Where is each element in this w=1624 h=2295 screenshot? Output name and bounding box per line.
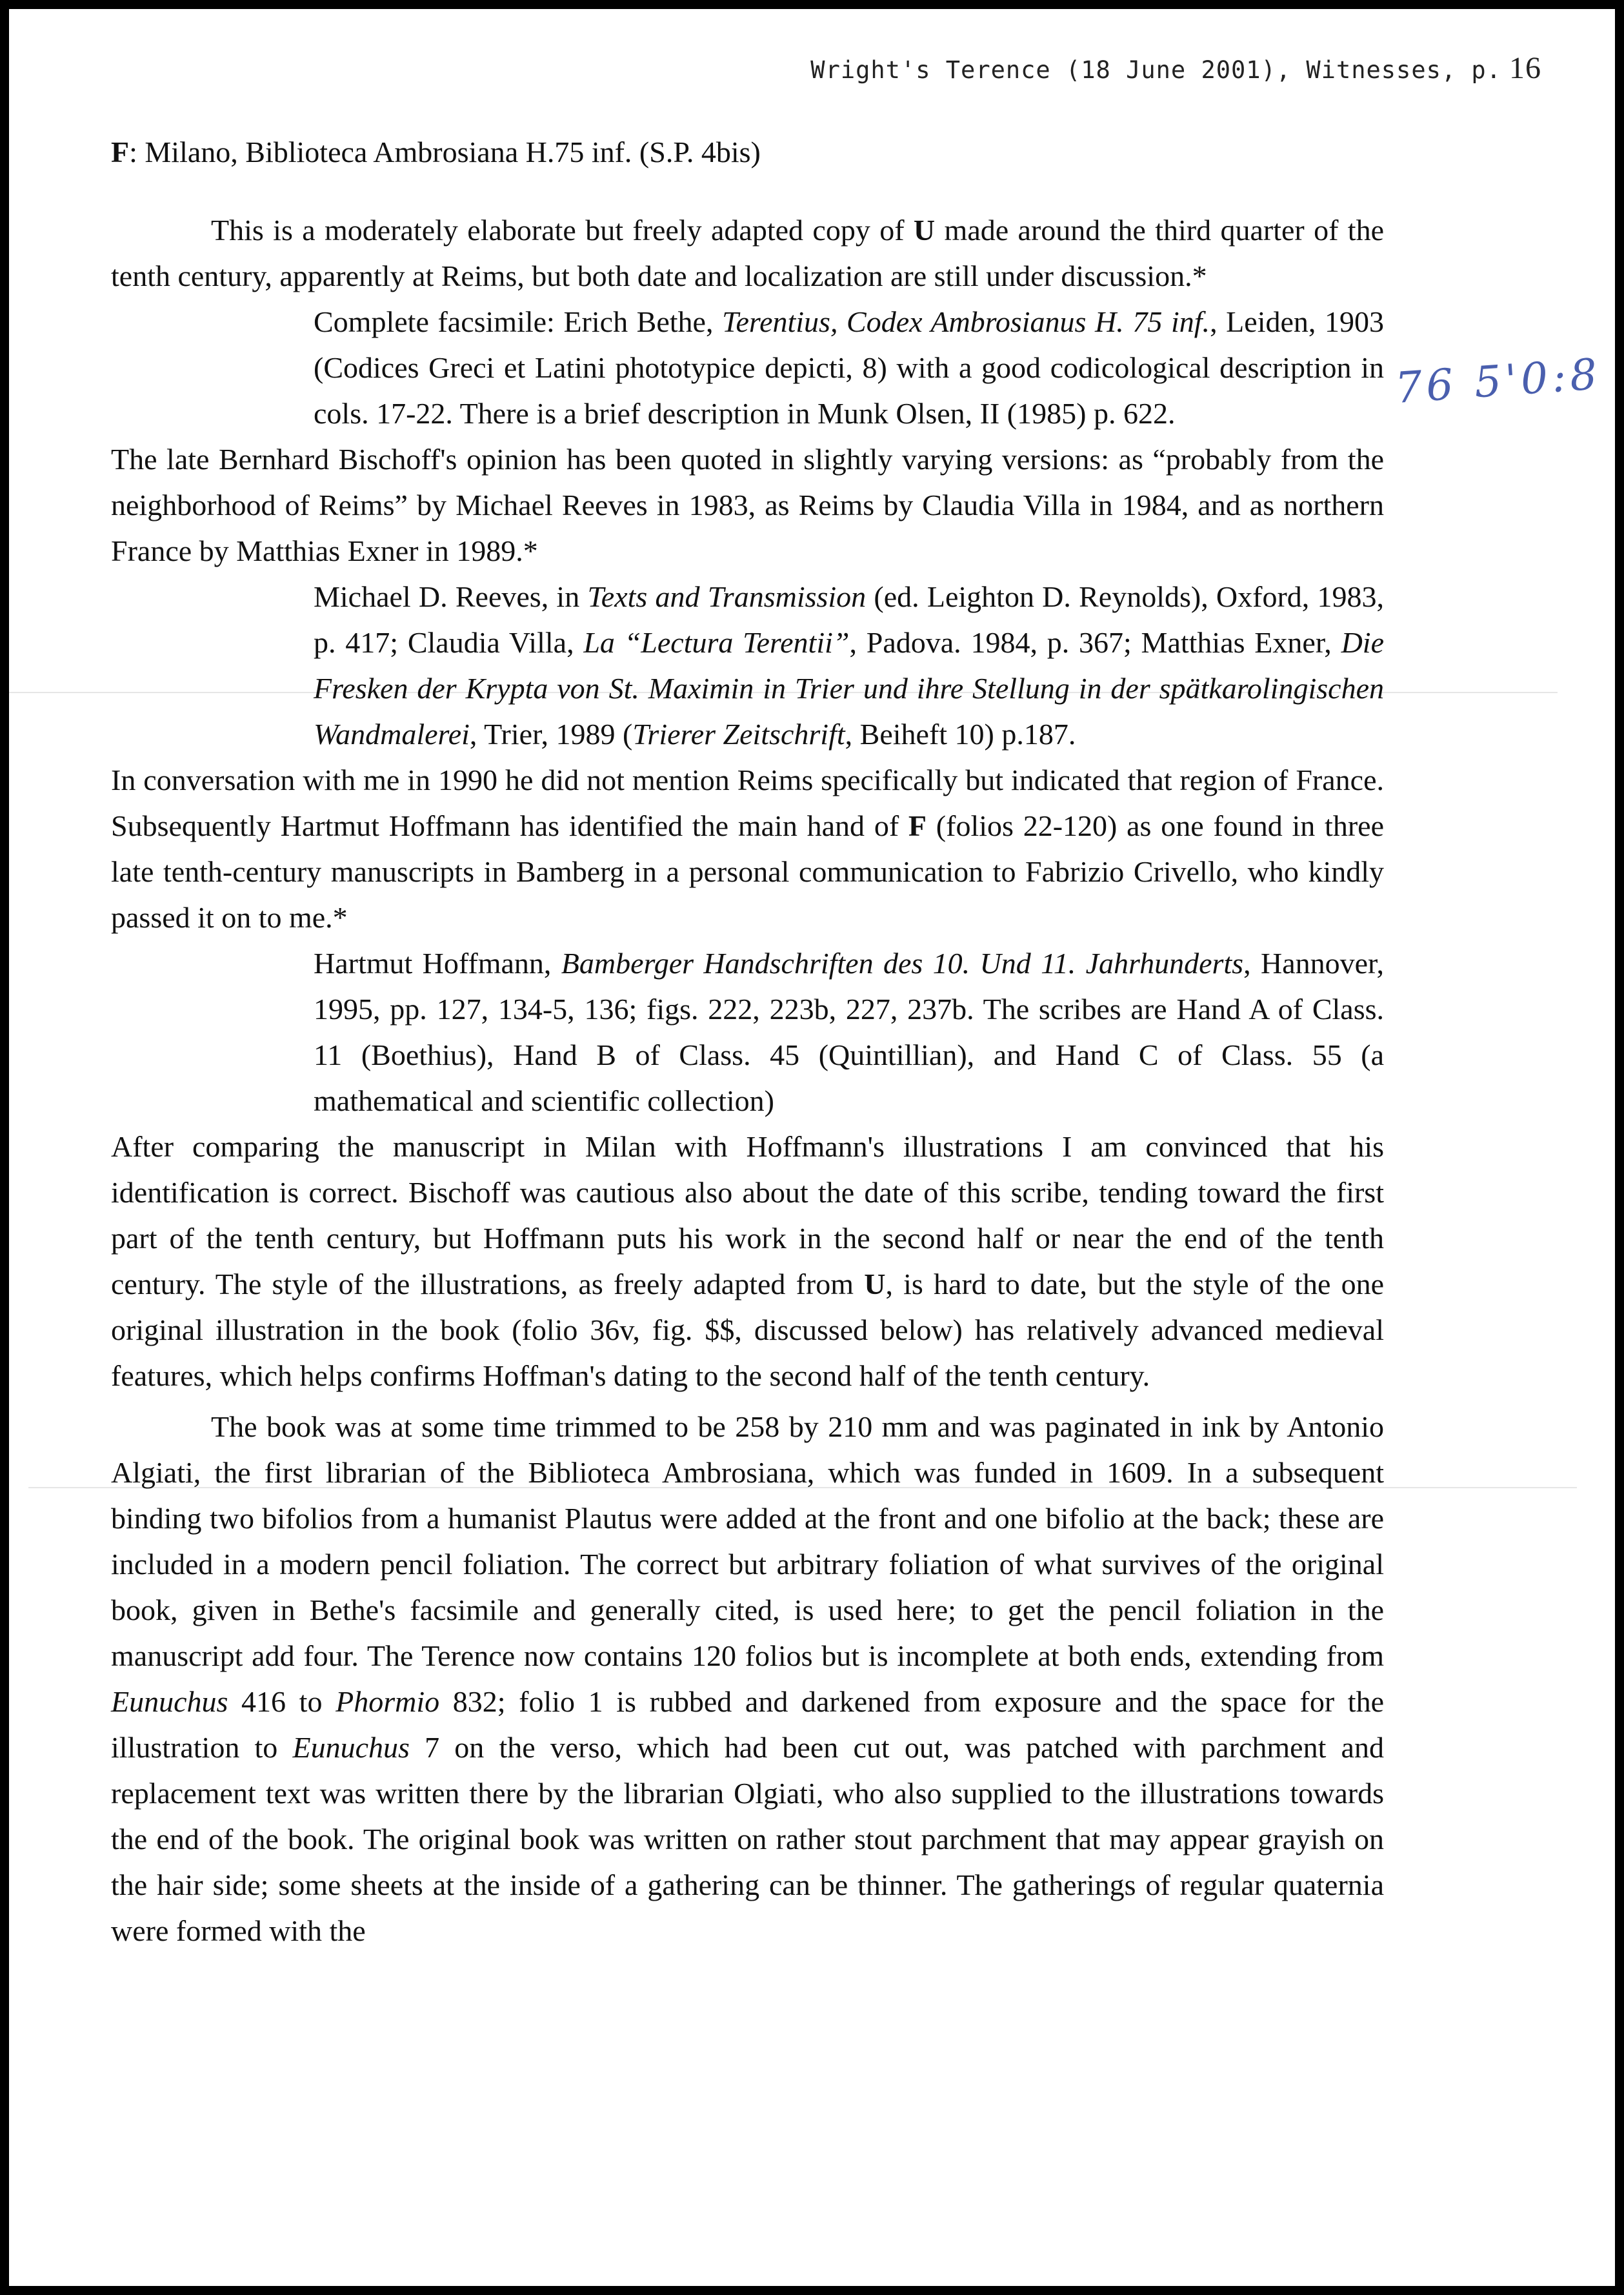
manuscript-siglum: F: [111, 136, 130, 168]
book-title: Bamberger Handschriften des 10. Und 11. Jahrhunderts: [561, 947, 1244, 980]
page-number: 16: [1509, 51, 1541, 85]
running-head: [810, 50, 1541, 86]
text-span: , Padova. 1984, p. 367; Matthias Exner,: [849, 626, 1341, 659]
paragraph-3: [111, 757, 1384, 940]
text-span: After comparing the manuscript in Milan with Hoffmann's illustrations I am convinced that his identification is correct. Bischoff was cautious also about the date of this scribe, tending toward the first part of the tenth century, but Hoffmann puts his work in the second half or near the end of the tenth century. The style of the illustrations, as freely adapted from: [111, 1130, 1384, 1300]
text-span: , is hard to date, but the style of the one original illustration in the book (folio 36v, fig. $$, discussed below) has relatively advanced medieval features, which helps confirms Hoffman's dating to the second half of the tenth century.: [111, 1268, 1384, 1392]
text-span: Michael D. Reeves, in: [314, 580, 588, 613]
paragraph-4: [111, 1124, 1384, 1399]
play-title: Eunuchus: [292, 1731, 410, 1764]
text-span: , Trier, 1989 (: [469, 718, 633, 751]
text-span: 7 on the verso, which had been cut out, was patched with parchment and replacement text was written there by the librarian Olgiati, who also supplied to the illustrations towards the end of the book. The original book was written on rather stout parchment that may appear grayish on the hair side; some sheets at the inside of a gathering can be thinner. The gatherings of regular quaternia were formed with the: [111, 1731, 1384, 1947]
running-head-text: Wright's Terence (18 June 2001), Witnesses, p.: [810, 56, 1501, 84]
text-span: Hartmut Hoffmann,: [314, 947, 561, 980]
text-span: In conversation with me in 1990 he did not mention Reims specifically but indicated that region of France. Subsequently Hartmut Hoffmann has identified the main hand of: [111, 763, 1384, 842]
heading-text: : Milano, Biblioteca Ambrosiana H.75 inf. (S.P. 4bis): [129, 136, 761, 168]
text-span: , Leiden, 1903 (Codices Greci et Latini phototypice depicti, 8) with a good codicological description in cols. 17-22. There is a brief description in Munk Olsen, II (1985) p. 622.: [314, 305, 1384, 430]
book-title: Terentius, Codex Ambrosianus H. 75 inf.: [722, 305, 1210, 338]
paragraph-1: [111, 207, 1384, 299]
text-span: 416 to: [228, 1685, 336, 1718]
text-span: 832; folio 1 is rubbed and darkened from exposure and the space for the illustration to: [111, 1685, 1385, 1764]
text-span: , Hannover, 1995, pp. 127, 134-5, 136; figs. 222, 223b, 227, 237b. The scribes are Hand A of Class. 11 (Boethius), Hand B of Class. 45 (Quintillian), and Hand C of Class. 55 (a mathematical and scientific collection): [314, 947, 1384, 1117]
text-span: (folios 22-120) as one found in three late tenth-century manuscripts in Bamberg in a personal communication to Fabrizio Crivello, who kindly passed it on to me.*: [111, 809, 1384, 934]
paragraph-2: The late Bernhard Bischoff's opinion has been quoted in slightly varying versions: as “probably from the neighborhood of Reims” by Michael Reeves in 1983, as Reims by Claudia Villa in 1984, and as northern France by Matthias Exner in 1989.*: [111, 443, 1384, 567]
text-span: made around the third quarter of the tenth century, apparently at Reims, but both date and localization are still under discussion.*: [111, 214, 1384, 292]
journal-title: Trierer Zeitschrift: [632, 718, 845, 751]
siglum-u: U: [913, 214, 936, 247]
footnote-3: [314, 940, 1384, 1124]
siglum-f: F: [908, 809, 927, 842]
text-span: Complete facsimile: Erich Bethe,: [314, 305, 723, 338]
footnote-1: [314, 299, 1384, 436]
play-title: Eunuchus: [111, 1685, 228, 1718]
section-heading: [111, 129, 1384, 175]
paragraph-5: [111, 1404, 1384, 1954]
footnote-2: [314, 574, 1384, 757]
text-span: The book was at some time trimmed to be 258 by 210 mm and was paginated in ink by Antonio Algiati, the first librarian of the Biblioteca Ambrosiana, which was funded in 1609. In a subsequent binding two bifolios from a humanist Plautus were added at the front and one bifolio at the back; these are included in a modern pencil foliation. The correct but arbitrary foliation of what survives of the original book, given in Bethe's facsimile and generally cited, is used here; to get the pencil foliation in the manuscript add four. The Terence now contains 120 folios but is incomplete at both ends, extending from: [111, 1410, 1384, 1672]
book-title: La “Lectura Terentii”: [583, 626, 850, 659]
play-title: Phormio: [336, 1685, 440, 1718]
document-page: [9, 9, 1615, 2286]
handwritten-margin-note: 76 5'0:8: [1393, 349, 1603, 414]
text-span: This is a moderately elaborate but freely adapted copy of: [211, 214, 914, 247]
text-span: , Beiheft 10) p.187.: [845, 718, 1076, 751]
siglum-u: U: [864, 1268, 886, 1300]
document-body: [111, 129, 1384, 1954]
text-span: (ed. Leighton D. Reynolds), Oxford, 1983, p. 417; Claudia Villa,: [314, 580, 1384, 659]
book-title: Die Fresken der Krypta von St. Maximin in Trier und ihre Stellung in der spätkarolingischen Wandmalerei: [314, 626, 1384, 751]
book-title: Texts and Transmission: [587, 580, 867, 613]
